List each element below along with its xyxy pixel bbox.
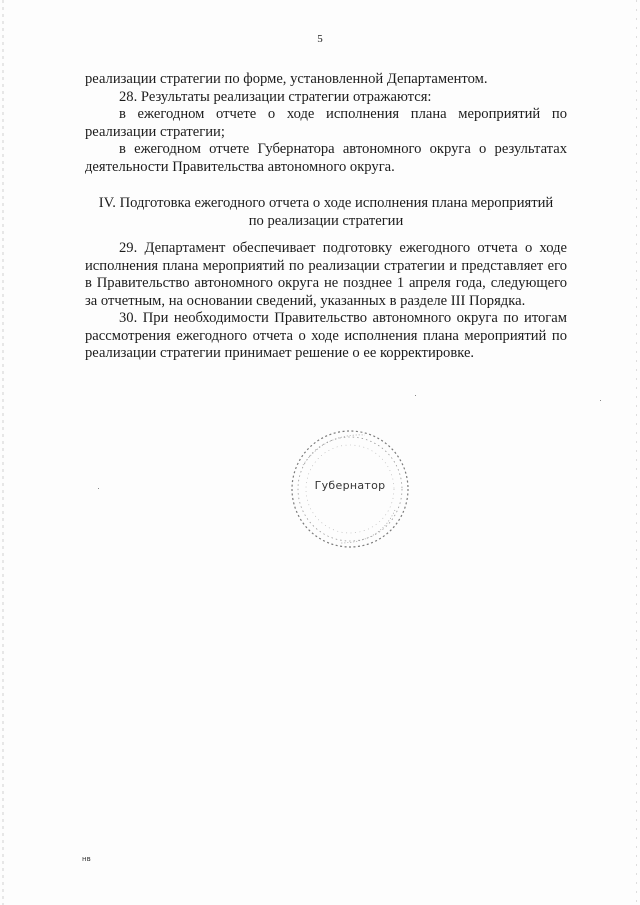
paragraph-28-item-1: в ежегодном отчете о ходе исполнения плана мероприятий по реализации стратегии; xyxy=(85,106,567,140)
scan-speck xyxy=(415,395,416,396)
scan-speck xyxy=(98,488,99,489)
paragraph-28: 28. Результаты реализации стратегии отражаются: xyxy=(119,88,432,105)
stamp-label: Губернатор xyxy=(314,479,386,492)
section-heading-line-1: IV. Подготовка ежегодного отчета о ходе исполнения плана мероприятий xyxy=(98,195,554,211)
paragraph-30: 30. При необходимости Правительство автономного округа по итогам рассмотрения ежегодного отчета о ходе исполнения плана мероприятий по реализации стратегии принимает решение о ее корректировке. xyxy=(85,310,567,361)
paragraph-29: 29. Департамент обеспечивает подготовку ежегодного отчета о ходе исполнения плана мероприятий по реализации стратегии и представляет его в Правительство автономного округа не позднее 1 апреля года, следующего за отчетным, на основании сведений, указанных в разделе III Порядка. xyxy=(85,240,567,309)
footer-mark: нв xyxy=(82,855,91,863)
paragraph-28-item-2: в ежегодном отчете Губернатора автономного округа о результатах деятельности Правительства автономного округа. xyxy=(85,141,567,175)
scan-speck xyxy=(600,400,601,401)
text-block-top xyxy=(85,71,567,176)
section-heading xyxy=(85,194,567,230)
scan-edge-right xyxy=(636,0,637,905)
text-block-bottom xyxy=(85,240,567,363)
scan-edge-left xyxy=(2,0,4,905)
signature-stamp xyxy=(285,425,415,553)
paragraph-continuation: реализации стратегии по форме, установленной Департаментом. xyxy=(85,71,488,87)
page-number: 5 xyxy=(317,33,323,45)
section-heading-line-2: по реализации стратегии xyxy=(248,213,404,229)
